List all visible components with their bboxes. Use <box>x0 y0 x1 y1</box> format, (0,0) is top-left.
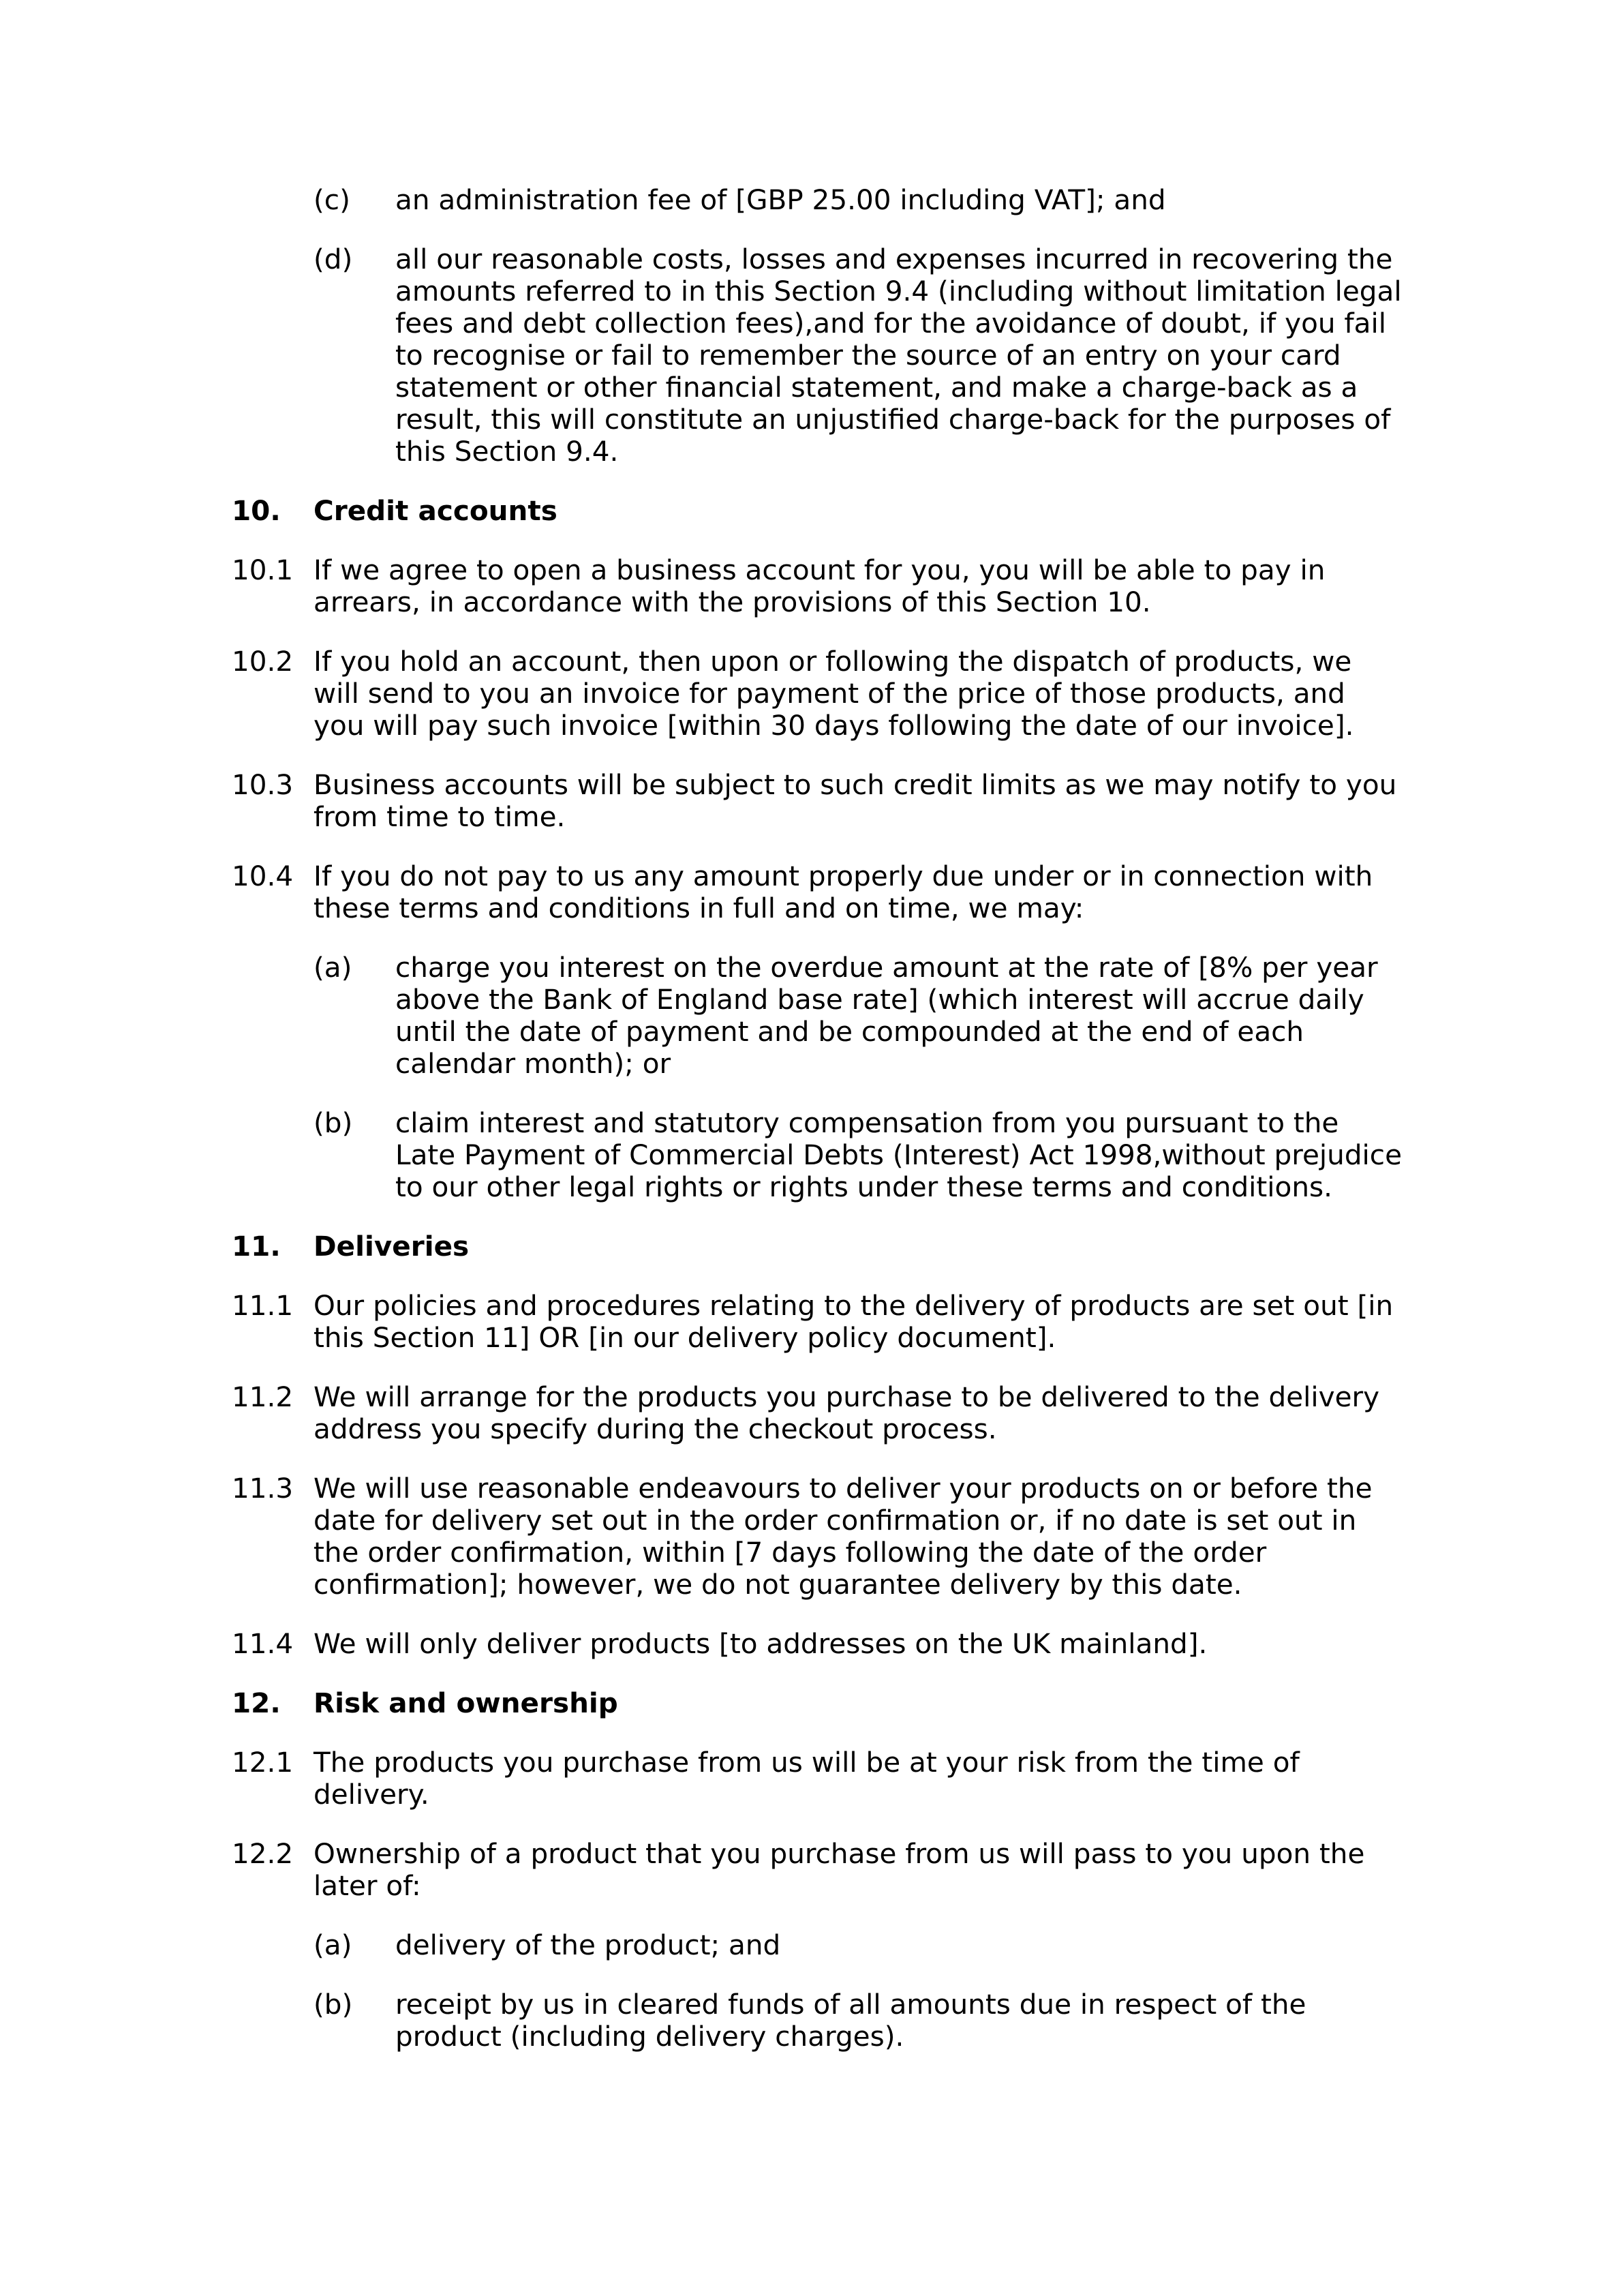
section-heading-11 <box>232 1230 1404 1263</box>
clause-text: If you do not pay to us any amount properly due under or in connection with these terms and conditions in full and on time, we may: <box>313 860 1373 924</box>
sub-clause-9-4-d <box>313 243 1404 468</box>
clause-text: Ownership of a product that you purchase from us will pass to you upon the later of: <box>313 1837 1365 1902</box>
sub-clause-12-2-a <box>313 1929 1404 1961</box>
clause-10-4 <box>232 860 1404 924</box>
section-number: 11. <box>232 1230 281 1263</box>
clause-number: 12.2 <box>232 1837 294 1870</box>
clause-number: 11.3 <box>232 1472 294 1505</box>
clause-11-2 <box>232 1381 1404 1445</box>
clause-number: (b) <box>313 1106 353 1139</box>
clause-12-1 <box>232 1747 1404 1811</box>
sub-clause-12-2-b <box>313 1989 1404 2053</box>
clause-number: 10.2 <box>232 645 294 678</box>
section-title: Risk and ownership <box>313 1687 618 1719</box>
clause-number: 10.4 <box>232 860 294 892</box>
clause-text: We will use reasonable endeavours to deliver your products on or before the date for delivery set out in the order confirmation or, if no date is set out in the order confirmation, within [7 days following the date of the order confirmation]; however, we do not guarantee delivery by this date. <box>313 1472 1373 1601</box>
clause-number: 11.2 <box>232 1380 294 1413</box>
clause-text: Business accounts will be subject to such credit limits as we may notify to you from time to time. <box>313 768 1397 833</box>
clause-10-2 <box>232 646 1404 742</box>
sub-clause-9-4-c <box>313 184 1404 216</box>
clause-12-2 <box>232 1838 1404 1902</box>
clause-text: delivery of the product; and <box>395 1929 781 1961</box>
section-title: Credit accounts <box>313 494 557 527</box>
section-heading-12 <box>232 1687 1404 1719</box>
clause-number: 11.4 <box>232 1627 294 1660</box>
clause-number: (a) <box>313 951 352 984</box>
clause-number: 12.1 <box>232 1746 294 1779</box>
clause-number: (c) <box>313 183 350 216</box>
clause-11-4 <box>232 1628 1404 1660</box>
clause-text: If we agree to open a business account for you, you will be able to pay in arrears, in accordance with the provisions of this Section 10. <box>313 554 1326 618</box>
clause-text: We will only deliver products [to addresses on the UK mainland]. <box>313 1627 1208 1660</box>
clause-number: 10.1 <box>232 554 294 586</box>
clause-11-1 <box>232 1290 1404 1354</box>
section-number: 12. <box>232 1687 281 1719</box>
section-heading-10 <box>232 495 1404 527</box>
clause-number: 10.3 <box>232 768 294 801</box>
clause-number: (b) <box>313 1988 353 2021</box>
clause-number: 11.1 <box>232 1289 294 1322</box>
sub-clause-10-4-b <box>313 1107 1404 1203</box>
sub-clause-10-4-a <box>313 952 1404 1080</box>
clause-11-3 <box>232 1472 1404 1601</box>
clause-text: The products you purchase from us will be at your risk from the time of delivery. <box>313 1746 1300 1811</box>
clause-number: (d) <box>313 243 353 275</box>
clause-text: all our reasonable costs, losses and expenses incurred in recovering the amounts referred to in this Section 9.4 (including without limitation legal fees and debt collection fees),and for the avoidance of doubt, if you fail to recognise or fail to remember the source of an entry on your card statement or other financial statement, and make a charge-back as a result, this will constitute an unjustified charge-back for the purposes of this Section 9.4. <box>395 243 1402 468</box>
clause-text: Our policies and procedures relating to the delivery of products are set out [in this Section 11] OR [in our delivery policy document]. <box>313 1289 1394 1354</box>
section-number: 10. <box>232 494 281 527</box>
clause-text: receipt by us in cleared funds of all amounts due in respect of the product (including delivery charges). <box>395 1988 1306 2053</box>
section-title: Deliveries <box>313 1230 470 1263</box>
clause-text: charge you interest on the overdue amount at the rate of [8% per year above the Bank of England base rate] (which interest will accrue daily until the date of payment and be compounded at the end of each calendar month); or <box>395 951 1378 1080</box>
clause-text: If you hold an account, then upon or following the dispatch of products, we will send to you an invoice for payment of the price of those products, and you will pay such invoice [within 30 days following the date of our invoice]. <box>313 645 1354 742</box>
document-body <box>232 184 1404 2053</box>
clause-text: We will arrange for the products you purchase to be delivered to the delivery address you specify during the checkout process. <box>313 1380 1380 1445</box>
clause-10-3 <box>232 769 1404 833</box>
clause-10-1 <box>232 554 1404 618</box>
clause-text: an administration fee of [GBP 25.00 including VAT]; and <box>395 183 1166 216</box>
clause-text: claim interest and statutory compensation from you pursuant to the Late Payment of Commercial Debts (Interest) Act 1998,without prejudice to our other legal rights or rights under these terms and conditions. <box>395 1106 1402 1203</box>
clause-number: (a) <box>313 1929 352 1961</box>
